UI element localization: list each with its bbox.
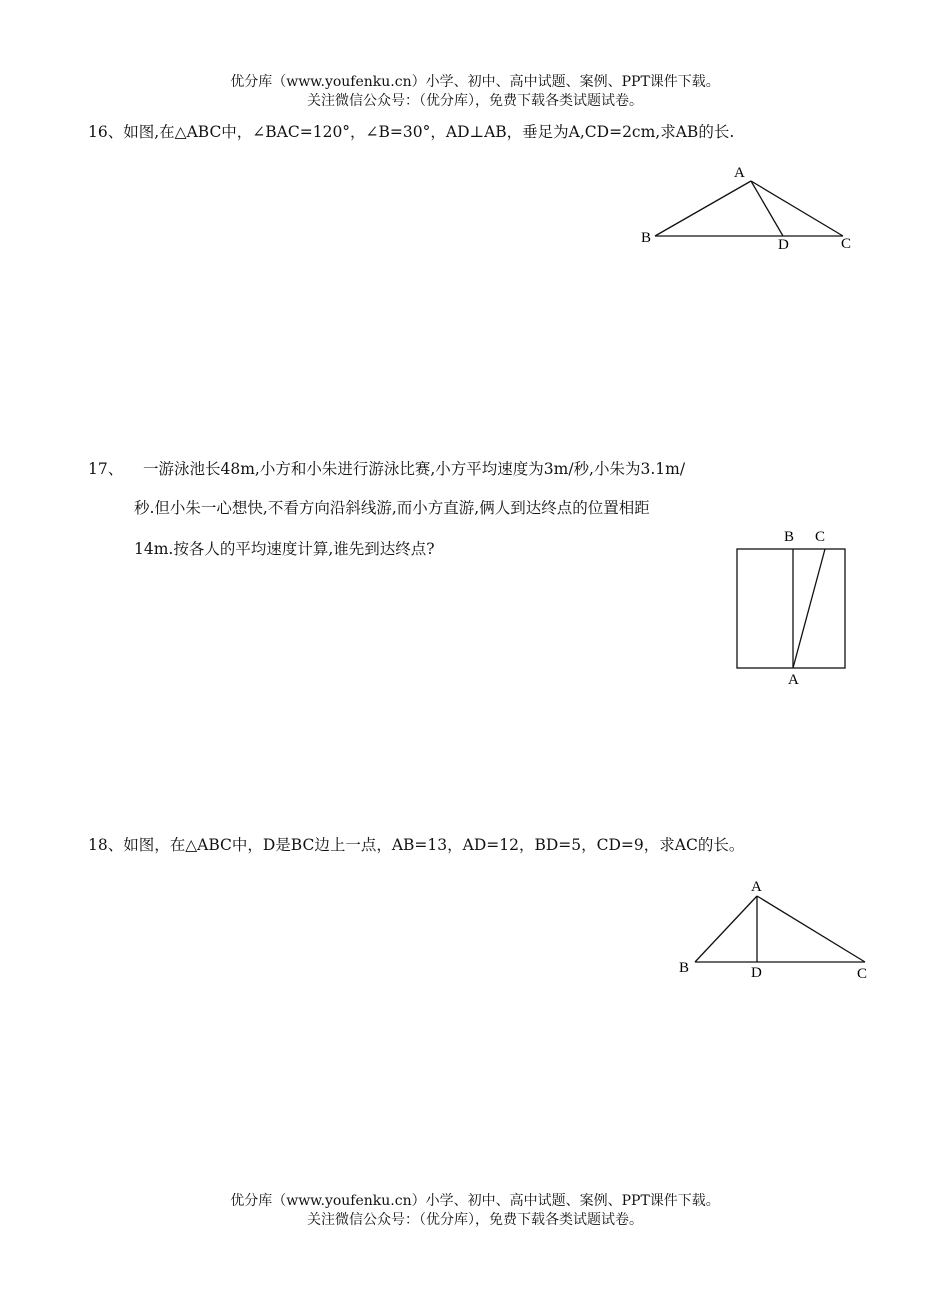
q16-label-b: B — [641, 230, 652, 246]
q18-label-d: D — [751, 965, 762, 981]
question-17-line-3: 14m.按各人的平均速度计算,谁先到达终点? — [134, 540, 435, 558]
question-17-number: 17、 — [88, 460, 124, 478]
q17-label-b: B — [784, 529, 795, 545]
header-line-1: 优分库（www.youfenku.cn）小学、初中、高中试题、案例、PPT课件下载。 — [230, 74, 720, 90]
q16-label-a: A — [734, 165, 745, 181]
question-18-text: 18、如图，在△ABC中，D是BC边上一点，AB=13，AD=12，BD=5，CD=9，求AC的长。 — [88, 836, 745, 854]
q17-label-c: C — [815, 529, 826, 545]
q16-label-c: C — [841, 236, 852, 252]
question-16-text: 16、如图,在△ABC中，∠BAC=120°，∠B=30°，AD⊥AB，垂足为A,CD=2cm,求AB的长. — [88, 123, 735, 141]
question-17-line-1: 一游泳池长48m,小方和小朱进行游泳比赛,小方平均速度为3m/秒,小朱为3.1m/ — [143, 460, 686, 478]
q17-label-a: A — [788, 672, 799, 688]
q16-label-d: D — [778, 237, 789, 253]
q18-label-c: C — [857, 966, 868, 982]
header-line-2: 关注微信公众号：（优分库），免费下载各类试题试卷。 — [307, 93, 643, 109]
page-footer — [0, 1192, 950, 1230]
q18-label-a: A — [751, 879, 762, 895]
footer-line-1: 优分库（www.youfenku.cn）小学、初中、高中试题、案例、PPT课件下载。 — [230, 1193, 720, 1209]
footer-line-2: 关注微信公众号：（优分库），免费下载各类试题试卷。 — [307, 1212, 643, 1228]
q18-label-b: B — [679, 960, 690, 976]
q18-segment-ac — [757, 896, 865, 962]
question-17-line-2: 秒.但小朱一心想快,不看方向沿斜线游,而小方直游,俩人到达终点的位置相距 — [134, 499, 650, 517]
q18-segment-ab — [695, 896, 757, 962]
